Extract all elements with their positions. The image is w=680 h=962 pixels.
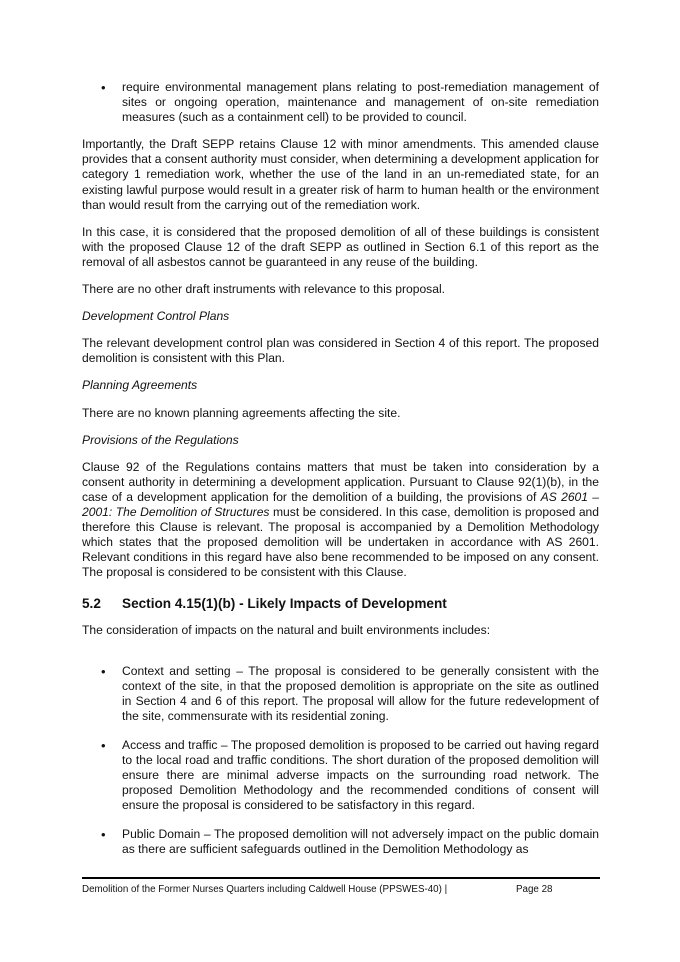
regulations-text-b: must be considered. In this case, demolition is proposed and therefore this Clause is relevant. The proposal is accompanied by a Demolition Methodology which states that the proposed demolition will be undertaken in accordance with AS 2601. Relevant conditions in this regard have also bene recommended to be imposed on any consent. The proposal is considered to be consistent with this Clause. (82, 504, 600, 580)
section-title: Section 4.15(1)(b) - Likely Impacts of Development (122, 596, 447, 612)
bullet-text: Context and setting – The proposal is considered to be generally consistent with the context of the site, in that the proposed demolition is appropriate on the site as outlined in Section 4 and 6 of this report. The proposal will allow for the future redevelopment of the site, commensurate with its residential zoning. (122, 663, 599, 723)
section-number: 5.2 (82, 596, 101, 612)
bullet-glyph: • (101, 663, 106, 679)
paragraph-impacts-intro: The consideration of impacts on the natural and built environments includes: (82, 623, 491, 638)
subheading-planning-agreements: Planning Agreements (82, 378, 198, 393)
section-heading-5-2 (82, 595, 599, 612)
paragraph-dcp: The relevant development control plan was considered in Section 4 of this report. The proposed demolition is consistent with this Plan. (82, 336, 599, 366)
page-footer (82, 884, 600, 895)
bullet-glyph: • (101, 827, 106, 843)
bullet-item-context-setting (82, 664, 599, 724)
bullet-text: Public Domain – The proposed demolition will not adversely impact on the public domain as there are sufficient safeguards outlined in the Demolition Methodology as (122, 827, 599, 857)
paragraph-regulations (82, 460, 599, 581)
paragraph-planning-agreements: There are no known planning agreements affecting the site. (82, 405, 401, 420)
paragraph-no-draft-instruments: There are no other draft instruments with relevance to this proposal. (82, 282, 445, 297)
paragraph-clause-12: Importantly, the Draft SEPP retains Clause 12 with minor amendments. This amended clause provides that a consent authority must consider, when determining a development application for category 1 remediation work, whether the use of the land in an un-remediated state, for an existing lawful purpose would result in a greater risk of harm to human health or the environment than would result from the carrying out of the remediation work. (82, 137, 599, 212)
subheading-regulations: Provisions of the Regulations (82, 432, 239, 447)
document-page (82, 80, 599, 858)
paragraph-demolition-consistent: In this case, it is considered that the proposed demolition of all of these buildings is consistent with the proposed Clause 12 of the draft SEPP as outlined in Section 6.1 of this report as the removal of all asbestos cannot be guaranteed in any reuse of the building. (82, 224, 599, 269)
bullet-text: Access and traffic – The proposed demolition is proposed to be carried out having regard to the local road and traffic conditions. The short duration of the proposed demolition will ensure there are minimal adverse impacts on the surrounding road network. The proposed Demolition Methodology and the recommended conditions of consent will ensure the proposal is considered to be satisfactory in this regard. (122, 737, 599, 813)
bullet-item-remediation-plans (82, 80, 599, 125)
bullet-glyph: • (101, 80, 106, 95)
footer-divider (82, 877, 600, 879)
bullet-glyph: • (101, 737, 106, 753)
footer-title: Demolition of the Former Nurses Quarters including Caldwell House (PPSWES-40) | (82, 884, 448, 895)
bullet-text: require environmental management plans relating to post-remediation management of sites or ongoing operation, maintenance and management of on-site remediation measures (such as a containment cell) to be provided to council. (122, 80, 599, 125)
regulations-text-a: Clause 92 of the Regulations contains matters that must be taken into consideration by a consent authority in determining a development application. Pursuant to Clause 92(1)(b), in the case of a development application for the demolition of a building, the provisions of (82, 459, 599, 504)
bullet-item-public-domain (82, 827, 599, 857)
page-number: Page 28 (516, 884, 553, 895)
subheading-dcp: Development Control Plans (82, 309, 230, 324)
bullet-item-access-traffic (82, 738, 599, 813)
regulations-standard-title: AS 2601 – 2001: The Demolition of Structures (82, 489, 600, 519)
